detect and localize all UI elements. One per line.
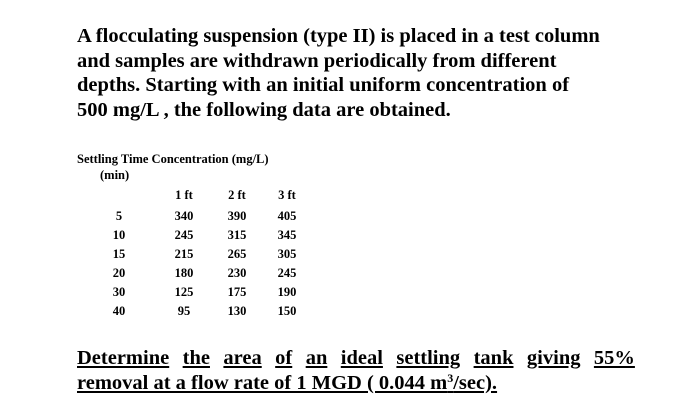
depth-header-1ft: 1 ft [175, 188, 193, 202]
concentration-header: Concentration (mg/L) [151, 152, 269, 166]
question-word: 55% [593, 347, 635, 369]
concentration-cell: 265 [227, 247, 247, 261]
concentration-cell: 215 [174, 247, 194, 261]
question-word: area [223, 347, 262, 369]
question-word: the [182, 347, 210, 369]
question-text-after-exponent: /sec). [453, 371, 498, 394]
question-line-1 [77, 346, 635, 371]
concentration-cell: 125 [174, 285, 194, 299]
concentration-cell: 305 [277, 247, 297, 261]
table-header [77, 152, 269, 167]
depth-header-3ft: 3 ft [278, 188, 296, 202]
concentration-cell: 390 [227, 209, 247, 223]
question-word: settling [396, 347, 461, 369]
concentration-cell: 405 [277, 209, 297, 223]
settling-time-header: Settling Time [77, 152, 149, 166]
time-unit-label: (min) [100, 168, 130, 182]
problem-statement-line: A flocculating suspension (type II) is placed in a test column [77, 25, 600, 47]
concentration-cell: 245 [277, 266, 297, 280]
question-line-2 [77, 371, 687, 396]
problem-statement-line: and samples are withdrawn periodically from different [77, 49, 557, 72]
problem-statement-line: 500 mg/L , the following data are obtained. [77, 98, 451, 121]
cubic-exponent: 3 [447, 370, 454, 385]
question-word: of [275, 347, 293, 369]
concentration-cell: 245 [174, 228, 194, 242]
question-word: giving [526, 347, 581, 369]
time-cell: 15 [112, 247, 126, 261]
concentration-cell: 345 [277, 228, 297, 242]
question-word: ideal [340, 347, 383, 369]
time-cell: 30 [112, 285, 126, 299]
concentration-cell: 130 [227, 304, 247, 318]
problem-statement-line: depths. Starting with an initial uniform concentration of [77, 74, 570, 96]
concentration-cell: 180 [174, 266, 194, 280]
problem-statement [77, 24, 677, 122]
concentration-cell: 175 [227, 285, 247, 299]
time-cell: 40 [112, 304, 126, 318]
depth-header-2ft: 2 ft [228, 188, 246, 202]
concentration-cell: 230 [227, 266, 247, 280]
question-statement [77, 346, 687, 395]
concentration-cell: 95 [177, 304, 191, 318]
question-text-before-exponent: removal at a flow rate of 1 MGD ( 0.044 m [77, 371, 448, 394]
question-word: tank [473, 347, 514, 369]
time-cell: 10 [112, 228, 126, 242]
time-cell: 5 [115, 209, 123, 223]
question-word: Determine [77, 347, 170, 369]
concentration-cell: 190 [277, 285, 297, 299]
concentration-cell: 150 [277, 304, 297, 318]
question-word: an [305, 347, 328, 369]
concentration-cell: 340 [174, 209, 194, 223]
concentration-cell: 315 [227, 228, 247, 242]
time-cell: 20 [112, 266, 126, 280]
